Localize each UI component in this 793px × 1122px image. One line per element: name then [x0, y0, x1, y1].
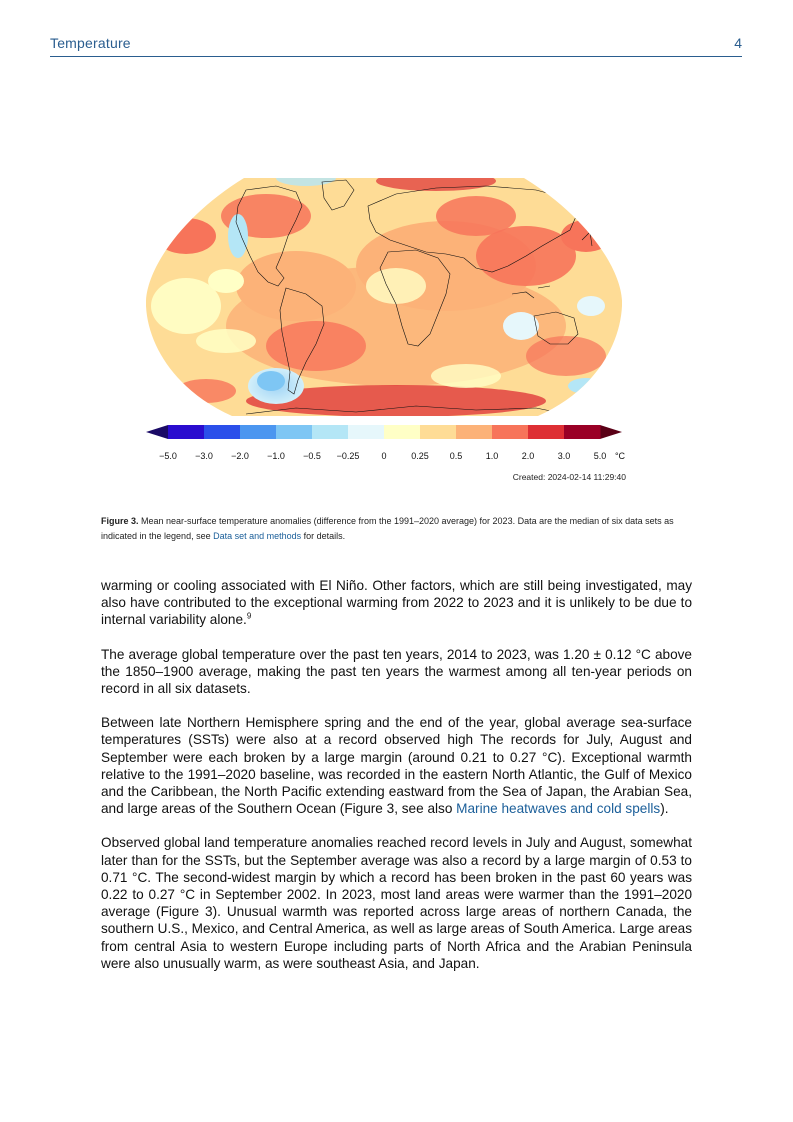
paragraph-4: Observed global land temperature anomalies reached record levels in July and August, somewhat later than for the SSTs, but the September average was also a record by a large margin of 0.53 to 0.71 °C. The second-widest margin by which a record has been broken in the past 60 years was 0.22 to 0.27 °C in September 2002. In 2023, most land areas were warmer than the 1991–2020 average (Figure 3). Unusual warmth was reported across large areas of northern Canada, the southern U.S., Mexico, and Central America, as well as large areas of South America. Large areas from central Asia to western Europe including parts of North Africa and the Arabian Peninsula were also unusually warm, as were southeast Asia, and Japan. — [101, 835, 692, 971]
legend-tick-label: 1.0 — [485, 451, 499, 461]
legend-tick-label: −0.5 — [303, 451, 321, 461]
paragraph-2: The average global temperature over the past ten years, 2014 to 2023, was 1.20 ± 0.12 °C above the 1850–1900 average, making the past ten years the warmest among all ten-year periods on record in all six datasets. — [101, 646, 692, 697]
page-number: 4 — [734, 35, 742, 51]
legend-swatch — [204, 425, 241, 439]
caption-text: Mean near-surface temperature anomalies (difference from the 1991–2020 average) for 2023. Data are the median of six data sets as indicated in the legend, see — [101, 516, 674, 541]
color-bar — [146, 424, 624, 448]
data-set-methods-link[interactable]: Data set and methods — [213, 531, 302, 541]
section-title: Temperature — [50, 35, 131, 51]
legend-tick-label: 0 — [381, 451, 387, 461]
figure-label: Figure 3. — [101, 516, 139, 526]
legend-tick-label: −2.0 — [231, 451, 249, 461]
legend-tick-label: 0.5 — [449, 451, 463, 461]
legend-tick-label: −1.0 — [267, 451, 285, 461]
legend-tick-label: 5.0 — [593, 451, 607, 461]
legend-swatch — [492, 425, 529, 439]
footnote-ref[interactable]: 9 — [246, 611, 252, 621]
legend-swatch — [240, 425, 277, 439]
legend-low-arrow — [146, 425, 168, 439]
legend-tick-label: −0.25 — [336, 451, 360, 461]
legend-swatch — [348, 425, 385, 439]
temperature-anomaly-map — [146, 176, 622, 418]
paragraph-3-text: Between late Northern Hemisphere spring and the end of the year, global average sea-surface temperatures (SSTs) were also at a record observed high The records for July, August and September were each broken by a large margin (around 0.21 to 0.27 °C). Exceptional warmth relative to the 1991–2020 baseline, was recorded in the eastern North Atlantic, the Gulf of Mexico and the Caribbean, the North Pacific extending eastward from the Sea of Japan, the Arabian Sea, and large areas of the Southern Ocean (Figure 3, see also — [101, 715, 692, 817]
legend-swatch — [168, 425, 205, 439]
caption-tail: for details. — [301, 531, 346, 541]
legend-swatch — [564, 425, 601, 439]
legend-swatch — [528, 425, 565, 439]
paragraph-3 — [101, 714, 692, 817]
legend-swatch — [456, 425, 493, 439]
color-legend-ticks — [146, 451, 636, 465]
legend-tick-label: 3.0 — [557, 451, 571, 461]
legend-unit: °C — [614, 451, 626, 461]
marine-heatwaves-link[interactable]: Marine heatwaves and cold spells — [456, 801, 661, 817]
legend-tick-label: 0.25 — [411, 451, 429, 461]
legend-tick-label: −5.0 — [159, 451, 177, 461]
paragraph-1 — [101, 577, 692, 629]
paragraph-1-text: warming or cooling associated with El Niño. Other factors, which are still being investigated, may also have contributed to the exceptional warming from 2022 to 2023 and it is unlikely to be due to internal variability alone. — [101, 578, 692, 628]
body-text — [101, 577, 692, 989]
figure-caption — [101, 514, 691, 544]
legend-swatch — [384, 425, 421, 439]
world-map — [146, 176, 622, 418]
legend-tick-label: 2.0 — [521, 451, 535, 461]
paragraph-3-tail: ). — [660, 801, 669, 817]
legend-swatch — [312, 425, 349, 439]
legend-swatch — [276, 425, 313, 439]
legend-tick-label: −3.0 — [195, 451, 213, 461]
created-timestamp: Created: 2024-02-14 11:29:40 — [512, 472, 626, 482]
legend-swatch — [420, 425, 457, 439]
legend-high-arrow — [600, 425, 622, 439]
page-header — [50, 34, 742, 57]
